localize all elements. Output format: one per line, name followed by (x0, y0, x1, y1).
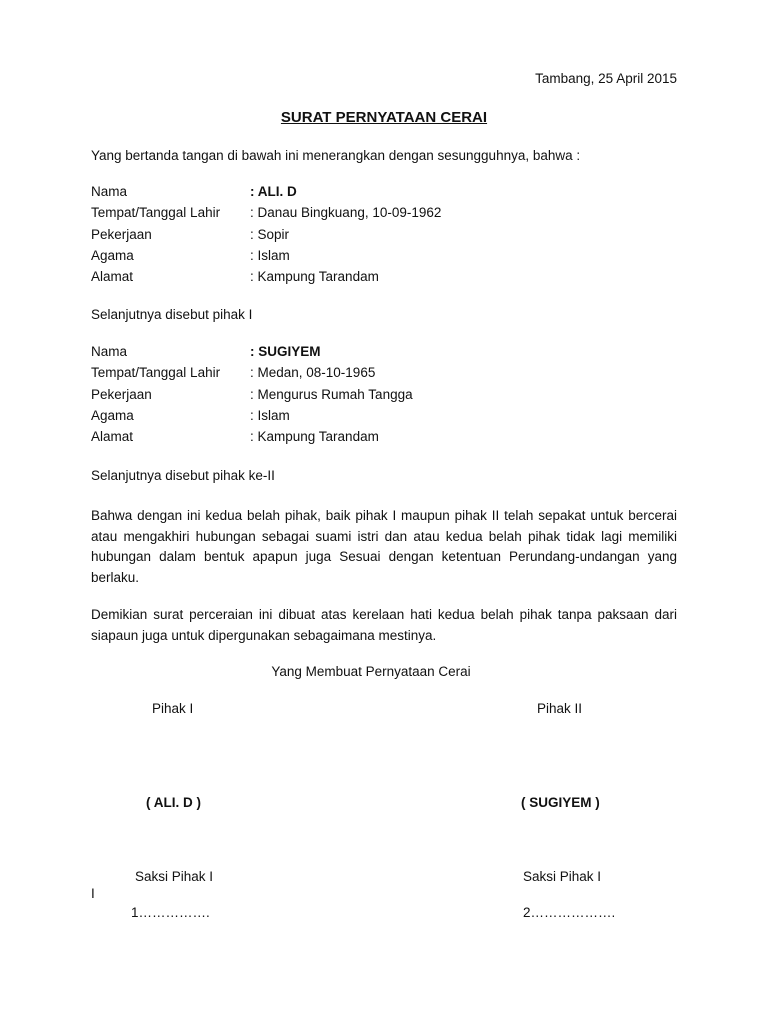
party2-row-agama (91, 408, 691, 429)
field-value: : SUGIYEM (250, 344, 321, 359)
party1-row-pekerjaan (91, 227, 691, 248)
party2-row-alamat (91, 429, 691, 450)
field-label: Nama (91, 184, 128, 199)
agreement-paragraph: Bahwa dengan ini kedua belah pihak, baik pihak I maupun pihak II telah sepakat untuk bercerai atau mengakhiri hubungan sebagai suami istri dan atau kedua belah pihak tidak lagi memiliki hubungan dalam bentuk apapun juga Sesuai dengan ketentuan Perundang-undangan yang berlaku. (91, 508, 677, 585)
party2-note: Selanjutnya disebut pihak ke-II (91, 468, 275, 483)
signature-heading: Yang Membuat Pernyataan Cerai (271, 664, 471, 679)
party1-signature-label: Pihak I (152, 701, 194, 716)
field-label: Nama (91, 344, 128, 359)
field-label: Agama (91, 248, 134, 263)
field-label: Agama (91, 408, 134, 423)
field-value: : Sopir (250, 227, 290, 242)
document-title: SURAT PERNYATAAN CERAI (280, 109, 488, 126)
party1-note: Selanjutnya disebut pihak I (91, 307, 253, 322)
party2-row-nama (91, 344, 691, 365)
field-label: Alamat (91, 269, 134, 284)
party2-row-pekerjaan (91, 387, 691, 408)
date-line: Tambang, 25 April 2015 (535, 71, 677, 86)
party1-row-nama (91, 184, 691, 205)
field-value: : Danau Bingkuang, 10-09-1962 (250, 205, 442, 220)
field-label: Pekerjaan (91, 387, 152, 402)
witness-party1-line: 1……………. (131, 905, 210, 920)
party2-row-ttl (91, 365, 691, 386)
field-value: : ALI. D (250, 184, 297, 199)
field-label: Alamat (91, 429, 134, 444)
intro-text: Yang bertanda tangan di bawah ini menerangkan dengan sesungguhnya, bahwa : (91, 148, 581, 163)
field-value: : Mengurus Rumah Tangga (250, 387, 413, 402)
witness-party1-label: Saksi Pihak I (135, 869, 214, 884)
party1-row-agama (91, 248, 691, 269)
witness-party1-label-wrap: I (91, 886, 95, 901)
field-label: Tempat/Tanggal Lahir (91, 205, 221, 220)
field-label: Tempat/Tanggal Lahir (91, 365, 221, 380)
witness-party2-line: 2………………. (523, 905, 616, 920)
party1-row-ttl (91, 205, 691, 226)
party2-signature-label: Pihak II (537, 701, 583, 716)
field-value: : Islam (250, 408, 290, 423)
closing-paragraph: Demikian surat perceraian ini dibuat atas kerelaan hati kedua belah pihak tanpa paksaan dari siapaun juga untuk dipergunakan sebagaimana mestinya. (91, 607, 677, 643)
field-value: : Kampung Tarandam (250, 269, 379, 284)
field-value: : Islam (250, 248, 290, 263)
field-value: : Kampung Tarandam (250, 429, 379, 444)
field-value: : Medan, 08-10-1965 (250, 365, 376, 380)
witness-party2-label: Saksi Pihak I (523, 869, 602, 884)
party1-row-alamat (91, 269, 691, 290)
field-label: Pekerjaan (91, 227, 152, 242)
party2-signature-name: ( SUGIYEM ) (521, 795, 600, 810)
party1-signature-name: ( ALI. D ) (146, 795, 201, 810)
